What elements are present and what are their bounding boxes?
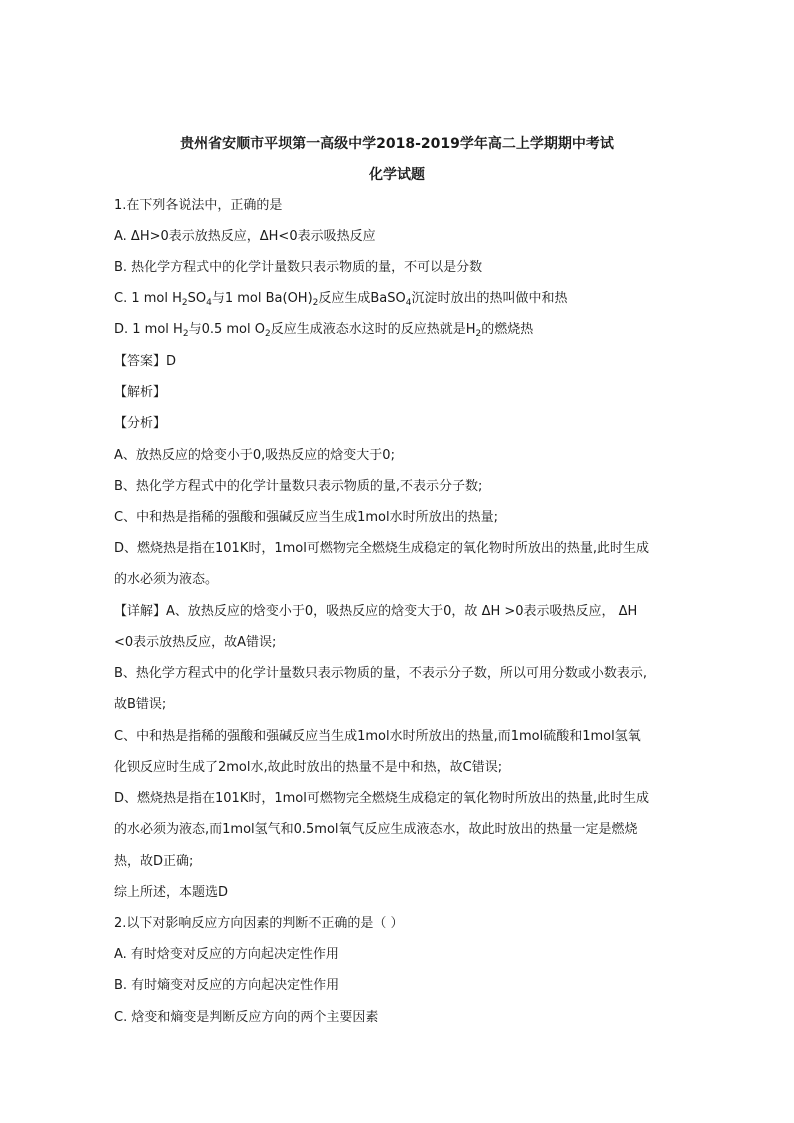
q2-option-b: B. 有时熵变对反应的方向起决定性作用 — [114, 978, 340, 993]
q1-option-c-sub1: 2 — [181, 298, 188, 308]
q1-option-d-sub3: 2 — [475, 329, 482, 339]
q1-fenxi-a: A、放热反应的焓变小于0,吸热反应的焓变大于0; — [114, 448, 395, 463]
q1-fenxi-d-line2: 的水必须为液态。 — [114, 572, 219, 587]
q1-answer: 【答案】D — [114, 354, 177, 369]
q1-option-d-part3: 反应生成液态水这时的反应热就是H — [270, 322, 476, 337]
q1-detail-d-line2: 的水必须为液态,而1mol氢气和0.5mol氧气反应生成液态水，故此时放出的热量一定是燃烧 — [114, 822, 638, 837]
q1-fenxi-d-line1: D、燃烧热是指在101K时，1mol可燃物完全燃烧生成稳定的氧化物时所放出的热量,此时生成 — [114, 541, 649, 556]
q1-detail-c-line1: C、中和热是指稀的强酸和强碱反应当生成1mol水时所放出的热量,而1mol硫酸和1mol氢氧 — [114, 729, 641, 744]
q1-option-a: A. ΔH>0表示放热反应，ΔH<0表示吸热反应 — [114, 229, 376, 244]
q1-option-d-sub2: 2 — [264, 329, 271, 339]
q1-stem: 1.在下列各说法中，正确的是 — [114, 198, 283, 213]
q1-detail-d-line3: 热，故D正确; — [114, 854, 194, 869]
q1-option-c — [114, 289, 568, 310]
q1-detail-a-line2: <0表示放热反应，故A错误; — [114, 635, 277, 650]
q1-detail-b-line1: B、热化学方程式中的化学计量数只表示物质的量，不表示分子数，所以可用分数或小数表示, — [114, 666, 648, 681]
q1-option-c-sub3: 2 — [312, 298, 319, 308]
q1-option-d-part2: 与0.5 mol O — [188, 322, 265, 337]
q1-fenxi-c: C、中和热是指稀的强酸和强碱反应当生成1mol水时所放出的热量; — [114, 510, 498, 525]
q1-fenxi-b: B、热化学方程式中的化学计量数只表示物质的量,不表示分子数; — [114, 479, 483, 494]
q1-analysis-header: 【解析】 — [114, 385, 167, 400]
document-subtitle: 化学试题 — [369, 167, 425, 183]
q1-option-d-part1: D. 1 mol H — [114, 322, 183, 337]
q1-detail-d-line1: D、燃烧热是指在101K时，1mol可燃物完全燃烧生成稳定的氧化物时所放出的热量,此时生成 — [114, 791, 649, 806]
q1-option-d-sub1: 2 — [182, 329, 189, 339]
q1-fenxi-header: 【分析】 — [114, 416, 167, 431]
q1-option-c-part4: 反应生成BaSO — [318, 291, 406, 306]
q1-option-c-sub4: 4 — [405, 298, 412, 308]
q1-option-c-part3: 与1 mol Ba(OH) — [211, 291, 313, 306]
q1-option-c-part5: 沉淀时放出的热叫做中和热 — [411, 291, 568, 306]
document-title: 贵州省安顺市平坝第一高级中学2018-2019学年高二上学期期中考试 — [180, 136, 614, 152]
q1-detail-b-line2: 故B错误; — [114, 697, 167, 712]
q1-option-c-part2: SO — [187, 291, 207, 306]
q2-stem: 2.以下对影响反应方向因素的判断不正确的是（ ） — [114, 916, 404, 931]
q1-summary: 综上所述，本题选D — [114, 885, 229, 900]
q1-detail-a-line1: 【详解】A、放热反应的焓变小于0，吸热反应的焓变大于0，故 ΔH >0表示吸热反应， ΔH — [114, 604, 638, 619]
q1-option-c-sub2: 4 — [206, 298, 212, 308]
q1-option-b: B. 热化学方程式中的化学计量数只表示物质的量，不可以是分数 — [114, 260, 483, 275]
q1-option-c-part1: C. 1 mol H — [114, 291, 182, 306]
q1-option-d-part4: 的燃烧热 — [481, 322, 534, 337]
q1-detail-c-line2: 化钡反应时生成了2mol水,故此时放出的热量不是中和热，故C错误; — [114, 760, 503, 775]
q2-option-c: C. 焓变和熵变是判断反应方向的两个主要因素 — [114, 1010, 379, 1025]
q1-option-d — [114, 320, 533, 341]
q2-option-a: A. 有时焓变对反应的方向起决定性作用 — [114, 947, 339, 962]
